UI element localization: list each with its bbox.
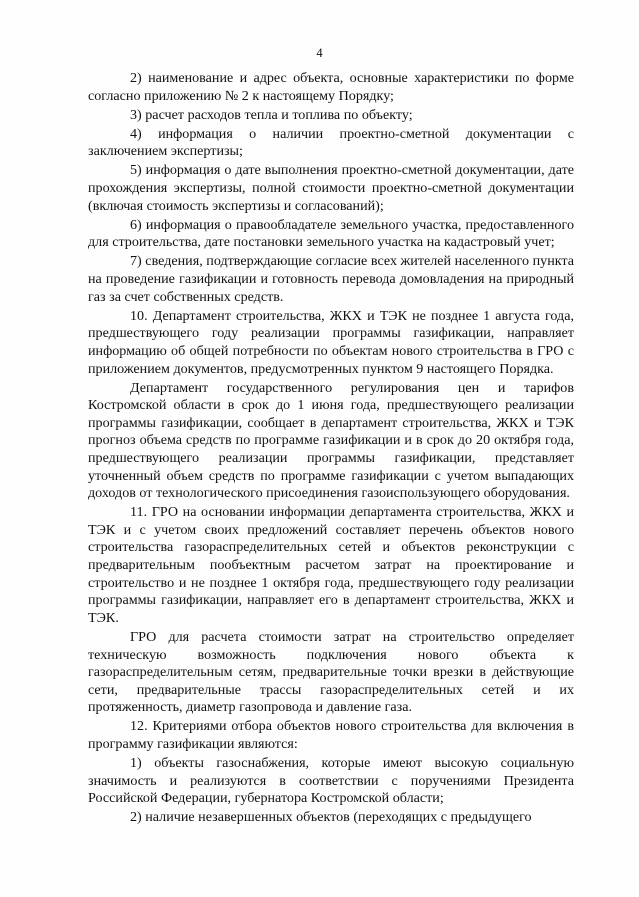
- paragraph-item-6: 6) информация о правообладателе земельного участка, предоставленного для строительства, дате постановки земельного участка на кадастровый учет;: [88, 216, 574, 251]
- paragraph-clause-11: 11. ГРО на основании информации департамента строительства, ЖКХ и ТЭК и с учетом своих предложений составляет перечень объектов нового строительства газораспределительных сетей и объектов реконструкции с предварительным пообъектным расчетом затрат на проектирование и строительство и не позднее 1 октября года, предшествующего году реализации программы газификации, направляет его в департамент строительства, ЖКХ и ТЭК.: [88, 504, 574, 626]
- paragraph-criterion-1: 1) объекты газоснабжения, которые имеют высокую социальную значимость и реализуются в соответствии с поручениями Президента Российской Федерации, губернатора Костромской области;: [88, 755, 574, 807]
- paragraph-clause-10: 10. Департамент строительства, ЖКХ и ТЭК не позднее 1 августа года, предшествующего году реализации программы газификации, направляет информацию об общей потребности по объектам нового строительства в ГРО с приложением документов, предусмотренных пунктом 9 настоящего Порядка.: [88, 307, 574, 377]
- paragraph-item-7: 7) сведения, подтверждающие согласие всех жителей населенного пункта на проведение газификации и готовность перевода домовладения на природный газ за счет собственных средств.: [88, 253, 574, 305]
- paragraph-item-3: 3) расчет расходов тепла и топлива по объекту;: [130, 106, 413, 123]
- paragraph-gro-calculation: ГРО для расчета стоимости затрат на строительство определяет техническую возможность подключения нового объекта к газораспределительным сетям, предварительные точки врезки в действующие сети, предварительные трассы газораспределительных сетей и их протяженность, диаметр газопровода и давление газа.: [88, 628, 574, 716]
- paragraph-item-5: 5) информация о дате выполнения проектно-сметной документации, дате прохождения экспертизы, полной стоимости проектно-сметной документации (включая стоимость экспертизы и согласований);: [88, 162, 574, 214]
- page-number: 4: [316, 46, 323, 60]
- paragraph-item-2: 2) наименование и адрес объекта, основные характеристики по форме согласно приложению № 2 к настоящему Порядку;: [88, 70, 574, 104]
- paragraph-criterion-2: 2) наличие незавершенных объектов (переходящих с предыдущего: [130, 809, 532, 826]
- paragraph-item-4: 4) информация о наличии проектно-сметной документации с заключением экспертизы;: [88, 125, 574, 160]
- paragraph-clause-12: 12. Критериями отбора объектов нового строительства для включения в программу газификации являются:: [88, 718, 574, 752]
- paragraph-tariff-department: Департамент государственного регулирования цен и тарифов Костромской области в срок до 1 июня года, предшествующего реализации программы газификации, сообщает в департамент строительства, ЖКХ и ТЭК прогноз объема средств по программе газификации и в срок до 20 октября года, предшествующего реализации программы газификации, представляет уточненный объем средств по программе газификации с учетом выпадающих доходов от технологического присоединения газоиспользующего оборудования.: [88, 379, 574, 502]
- document-body: [88, 70, 574, 828]
